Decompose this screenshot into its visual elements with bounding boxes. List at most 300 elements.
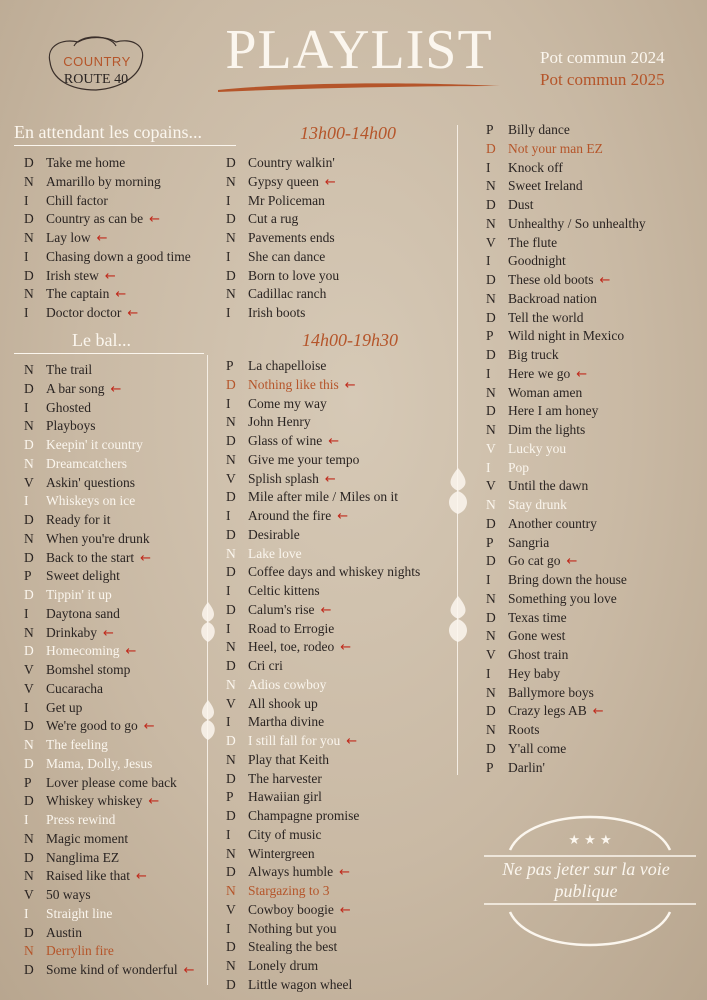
song-row [226, 807, 420, 826]
dance-code: N [24, 286, 34, 302]
dance-code: I [226, 508, 231, 523]
song-row [486, 440, 646, 459]
song-title: Wild night in Mexico [508, 328, 625, 344]
song-title: Unhealthy / So unhealthy [508, 215, 646, 231]
dance-code: N [486, 497, 496, 512]
song-title: Pop [508, 459, 530, 475]
song-title: Back to the start [46, 549, 135, 565]
song-row [486, 609, 646, 628]
dance-code: N [486, 290, 496, 306]
left-arrow-icon: ← [599, 273, 611, 288]
dance-code: N [24, 230, 34, 245]
dance-code: D [24, 380, 34, 396]
dance-code: D [24, 793, 34, 809]
song-title: Calum's rise [248, 601, 315, 617]
song-title: Dust [508, 197, 534, 212]
left-arrow-icon: ← [135, 869, 147, 885]
legend-pot-2025: Pot commun 2025 [540, 70, 665, 89]
song-row [226, 563, 420, 582]
dance-code: P [486, 328, 494, 344]
song-title: The captain [46, 286, 110, 302]
dance-code: P [226, 789, 234, 805]
dance-code: V [486, 440, 496, 456]
song-row [486, 477, 646, 496]
song-list-waiting [24, 154, 191, 323]
song-title: Nothing but you [248, 920, 337, 936]
song-title: We're good to go [46, 718, 138, 734]
song-row [24, 511, 195, 530]
song-row [486, 309, 646, 328]
song-row [24, 586, 195, 605]
song-title: Mama, Dolly, Jesus [46, 755, 153, 771]
left-arrow-icon: ← [566, 554, 578, 570]
song-row [486, 140, 646, 159]
song-row [226, 751, 420, 770]
song-row [24, 699, 195, 718]
dance-code: D [486, 140, 496, 156]
left-arrow-icon: ← [110, 381, 122, 397]
song-row [24, 680, 195, 699]
left-arrow-icon: ← [339, 902, 351, 918]
song-title: Irish stew [46, 267, 99, 283]
left-arrow-icon: ← [340, 640, 352, 656]
song-title: Give me your tempo [248, 451, 360, 467]
song-title: Go cat go [508, 553, 561, 569]
song-title: Here I am honey [508, 403, 599, 419]
song-row [486, 159, 646, 178]
song-row [486, 759, 646, 778]
dance-code: D [226, 939, 236, 955]
column-divider-left [207, 355, 208, 985]
left-arrow-icon: ← [183, 963, 195, 978]
dance-code: N [24, 868, 34, 884]
dance-code: V [486, 647, 496, 662]
dance-code: I [226, 305, 231, 320]
song-title: Lake love [248, 545, 302, 561]
dance-code: I [226, 620, 231, 636]
dance-code: D [226, 770, 236, 786]
dance-code: N [486, 178, 496, 194]
song-title: Backroad nation [508, 290, 597, 306]
left-arrow-icon: ← [337, 509, 349, 524]
song-title: Ghost train [508, 647, 569, 662]
dance-code: D [486, 403, 496, 419]
dance-code: N [486, 722, 496, 737]
song-row [486, 646, 646, 665]
dance-code: I [24, 699, 29, 715]
dance-code: N [24, 173, 34, 189]
left-arrow-icon: ← [344, 377, 356, 393]
song-row [486, 702, 646, 721]
song-list-1300 [226, 154, 339, 323]
song-title: When you're drunk [46, 530, 150, 546]
song-title: Chasing down a good time [46, 248, 191, 264]
dance-code: N [24, 530, 34, 546]
song-title: Playboys [46, 418, 96, 434]
dance-code: P [24, 774, 32, 790]
song-row [24, 436, 195, 455]
left-arrow-icon: ← [125, 644, 137, 660]
dance-code: D [226, 211, 236, 227]
dance-code: D [24, 211, 34, 227]
song-title: Road to Errogie [248, 620, 335, 636]
dance-code: I [486, 665, 491, 681]
song-row [24, 774, 195, 793]
song-row [226, 357, 420, 376]
song-row [226, 173, 339, 192]
dance-code: I [226, 826, 231, 842]
song-title: Not your man EZ [508, 140, 603, 156]
song-title: The harvester [248, 770, 322, 786]
song-title: Y'all come [508, 740, 567, 756]
left-arrow-icon: ← [346, 734, 358, 749]
dance-code: N [226, 883, 236, 898]
song-title: All shook up [248, 695, 318, 711]
song-row [486, 571, 646, 590]
song-row [486, 346, 646, 365]
song-title: Celtic kittens [248, 583, 320, 598]
song-title: Stargazing to 3 [248, 883, 330, 898]
left-arrow-icon: ← [104, 268, 116, 284]
song-row [486, 515, 646, 534]
dance-code: N [24, 624, 34, 640]
song-title: Gypsy queen [248, 173, 319, 189]
song-row [226, 413, 420, 432]
dance-code: D [486, 347, 496, 362]
song-row [24, 229, 191, 248]
dance-code: P [486, 759, 494, 775]
song-title: Stealing the best [248, 939, 338, 955]
dance-code: I [24, 605, 29, 621]
song-title: Woman amen [508, 384, 583, 400]
page-title: PLAYLIST [225, 19, 493, 81]
song-row [24, 942, 195, 961]
dance-code: D [226, 601, 236, 617]
dance-code: D [486, 272, 496, 287]
dance-code: V [24, 680, 34, 696]
song-row [24, 961, 195, 980]
song-list-1400 [226, 357, 420, 995]
dance-code: D [486, 553, 496, 569]
dance-code: N [226, 414, 236, 430]
song-row [486, 721, 646, 740]
song-row [24, 642, 195, 661]
dance-code: N [486, 628, 496, 644]
dance-code: N [486, 384, 496, 400]
song-title: Irish boots [248, 305, 306, 320]
song-row [24, 567, 195, 586]
dance-code: D [24, 437, 34, 452]
song-row [486, 290, 646, 309]
song-row [226, 192, 339, 211]
song-title: Another country [508, 515, 597, 531]
song-row [24, 661, 195, 680]
ornament-icon [196, 700, 220, 740]
song-row [24, 474, 195, 493]
song-row [24, 361, 195, 380]
song-row [24, 905, 195, 924]
song-title: Cut a rug [248, 211, 299, 227]
song-row [486, 327, 646, 346]
song-row [226, 976, 420, 995]
song-row [24, 605, 195, 624]
dance-code: D [24, 962, 34, 977]
dance-code: N [226, 545, 236, 561]
dance-code: N [226, 230, 236, 245]
song-title: Homecoming [46, 643, 120, 659]
dance-code: I [226, 920, 231, 936]
left-arrow-icon: ← [592, 704, 604, 720]
section-waiting-title: En attendant les copains... [14, 122, 202, 142]
dance-code: V [486, 478, 496, 494]
song-title: Drinkaby [46, 624, 97, 640]
dance-code: I [486, 459, 491, 475]
song-list-right [486, 121, 646, 777]
song-row [226, 938, 420, 957]
song-row [226, 488, 420, 507]
song-title: Doctor doctor [46, 305, 122, 320]
song-row [226, 526, 420, 545]
dance-code: D [226, 808, 236, 823]
song-title: The trail [46, 362, 93, 377]
dance-code: V [226, 470, 236, 486]
left-arrow-icon: ← [143, 719, 155, 735]
song-row [486, 684, 646, 703]
song-row [24, 380, 195, 399]
dance-code: I [226, 192, 231, 208]
song-row [24, 210, 191, 229]
dance-code: D [226, 526, 236, 542]
song-row [24, 173, 191, 192]
song-row [486, 271, 646, 290]
left-arrow-icon: ← [140, 550, 152, 566]
dance-code: D [226, 433, 236, 448]
song-row [226, 732, 420, 751]
title-swoosh-ornament [216, 80, 502, 94]
song-row [486, 215, 646, 234]
dance-code: V [226, 901, 236, 917]
song-title: Cadillac ranch [248, 286, 327, 302]
dance-code: D [226, 733, 236, 748]
song-row [486, 459, 646, 478]
song-row [226, 788, 420, 807]
left-arrow-icon: ← [148, 794, 160, 810]
song-row [24, 849, 195, 868]
dance-code: V [24, 662, 34, 677]
song-title: Askin' questions [46, 474, 136, 490]
dance-code: N [226, 451, 236, 467]
dance-code: N [226, 173, 236, 189]
song-row [226, 657, 420, 676]
dance-code: N [24, 943, 34, 959]
song-row [226, 229, 339, 248]
song-row [24, 886, 195, 905]
song-row [226, 248, 339, 267]
dance-code: D [24, 924, 34, 940]
song-row [24, 248, 191, 267]
section-bal-underline [14, 353, 204, 354]
song-title: Until the dawn [508, 478, 589, 494]
dance-code: D [24, 849, 34, 865]
song-row [486, 740, 646, 759]
dance-code: D [226, 658, 236, 673]
song-title: Wintergreen [248, 845, 315, 861]
dance-code: N [226, 676, 236, 692]
song-row [24, 549, 195, 568]
song-title: Cucaracha [46, 680, 103, 696]
song-row [486, 496, 646, 515]
song-row [226, 210, 339, 229]
dance-code: I [24, 248, 29, 264]
song-row [24, 867, 195, 886]
left-arrow-icon: ← [576, 366, 588, 382]
dance-code: D [24, 549, 34, 565]
song-title: Magic moment [46, 830, 129, 846]
song-row [486, 252, 646, 271]
song-title: 50 ways [46, 887, 91, 902]
song-title: Lucky you [508, 440, 567, 456]
song-row [226, 395, 420, 414]
song-title: Adios cowboy [248, 676, 327, 692]
song-title: Some kind of wonderful [46, 962, 178, 977]
song-row [486, 627, 646, 646]
song-row [24, 492, 195, 511]
song-row [226, 507, 420, 526]
song-row [24, 267, 191, 286]
song-row [486, 365, 646, 384]
dance-code: D [24, 512, 34, 527]
song-row [24, 830, 195, 849]
song-title: Texas time [508, 609, 567, 625]
dance-code: I [226, 714, 231, 730]
song-title: Heel, toe, rodeo [248, 639, 335, 655]
song-row [226, 304, 339, 323]
song-row [24, 154, 191, 173]
song-title: Lover please come back [46, 774, 177, 790]
song-title: Get up [46, 699, 83, 715]
song-title: I still fall for you [248, 733, 341, 748]
song-title: Bomshel stomp [46, 662, 131, 677]
song-title: Nothing like this [248, 376, 339, 392]
song-row [226, 451, 420, 470]
song-title: Whiskeys on ice [46, 493, 136, 509]
song-title: Raised like that [46, 868, 130, 884]
song-row [226, 826, 420, 845]
left-arrow-icon: ← [103, 625, 114, 641]
song-title: She can dance [248, 248, 326, 264]
song-row [24, 792, 195, 811]
left-arrow-icon: ← [96, 231, 108, 246]
dance-code: D [24, 267, 34, 283]
song-title: La chapelloise [248, 358, 327, 373]
dance-code: N [486, 590, 496, 606]
dance-code: P [486, 534, 494, 550]
dance-code: D [226, 267, 236, 283]
dance-code: N [24, 830, 34, 846]
song-row [486, 421, 646, 440]
song-title: Bring down the house [508, 572, 627, 587]
song-row [486, 534, 646, 553]
dance-code: D [486, 309, 496, 325]
dance-code: I [24, 399, 29, 415]
song-row [486, 121, 646, 140]
song-row [226, 601, 420, 620]
dance-code: N [226, 751, 236, 767]
ornament-icon [196, 602, 220, 642]
song-title: Play that Keith [248, 751, 329, 767]
song-title: Dreamcatchers [46, 455, 127, 471]
dance-code: I [486, 365, 491, 381]
song-title: Chill factor [46, 192, 108, 208]
dance-code: I [226, 583, 231, 598]
left-arrow-icon: ← [324, 471, 336, 487]
dance-code: D [24, 587, 34, 602]
country-route-40-logo [44, 34, 148, 94]
song-row [24, 811, 195, 830]
dance-code: I [486, 253, 491, 269]
ornament-icon [443, 468, 473, 514]
song-title: Darlin' [508, 759, 545, 775]
song-title: The flute [508, 234, 558, 250]
dance-code: D [226, 564, 236, 580]
song-row [226, 695, 420, 714]
song-title: Ready for it [46, 512, 111, 527]
song-row [226, 376, 420, 395]
song-row [226, 957, 420, 976]
song-title: Take me home [46, 155, 126, 170]
logo-line-route: ROUTE 40 [63, 72, 129, 87]
dance-code: V [24, 887, 34, 902]
dance-code: V [226, 695, 236, 711]
left-arrow-icon: ← [320, 602, 332, 618]
dance-code: D [486, 740, 496, 756]
left-arrow-icon: ← [324, 174, 336, 190]
song-row [24, 399, 195, 418]
song-row [486, 665, 646, 684]
song-row [226, 582, 420, 601]
svg-text:★ ★ ★: ★ ★ ★ [568, 833, 612, 848]
song-title: Ghosted [46, 399, 91, 415]
song-title: These old boots [508, 272, 594, 287]
left-arrow-icon: ← [127, 306, 139, 321]
song-title: Splish splash [248, 470, 319, 486]
song-title: Sangria [508, 534, 550, 550]
song-row [24, 717, 195, 736]
dance-code: D [24, 718, 34, 734]
song-title: Lay low [46, 230, 91, 245]
left-arrow-icon: ← [328, 434, 340, 449]
song-title: Dim the lights [508, 422, 586, 437]
dance-code: N [24, 362, 34, 377]
song-title: A bar song [46, 380, 105, 396]
dance-code: I [24, 905, 29, 921]
song-row [486, 234, 646, 253]
left-arrow-icon: ← [339, 865, 351, 881]
song-row [226, 620, 420, 639]
song-row [226, 267, 339, 286]
song-row [24, 285, 191, 304]
song-title: Sweet Ireland [508, 178, 583, 194]
song-title: Tippin' it up [46, 587, 112, 602]
dance-code: I [486, 572, 491, 587]
dance-code: I [24, 493, 29, 509]
song-row [226, 863, 420, 882]
song-title: Straight line [46, 905, 113, 921]
dance-code: V [486, 234, 496, 250]
song-row [24, 624, 195, 643]
dance-code: D [486, 197, 496, 212]
song-title: Born to love you [248, 267, 340, 283]
